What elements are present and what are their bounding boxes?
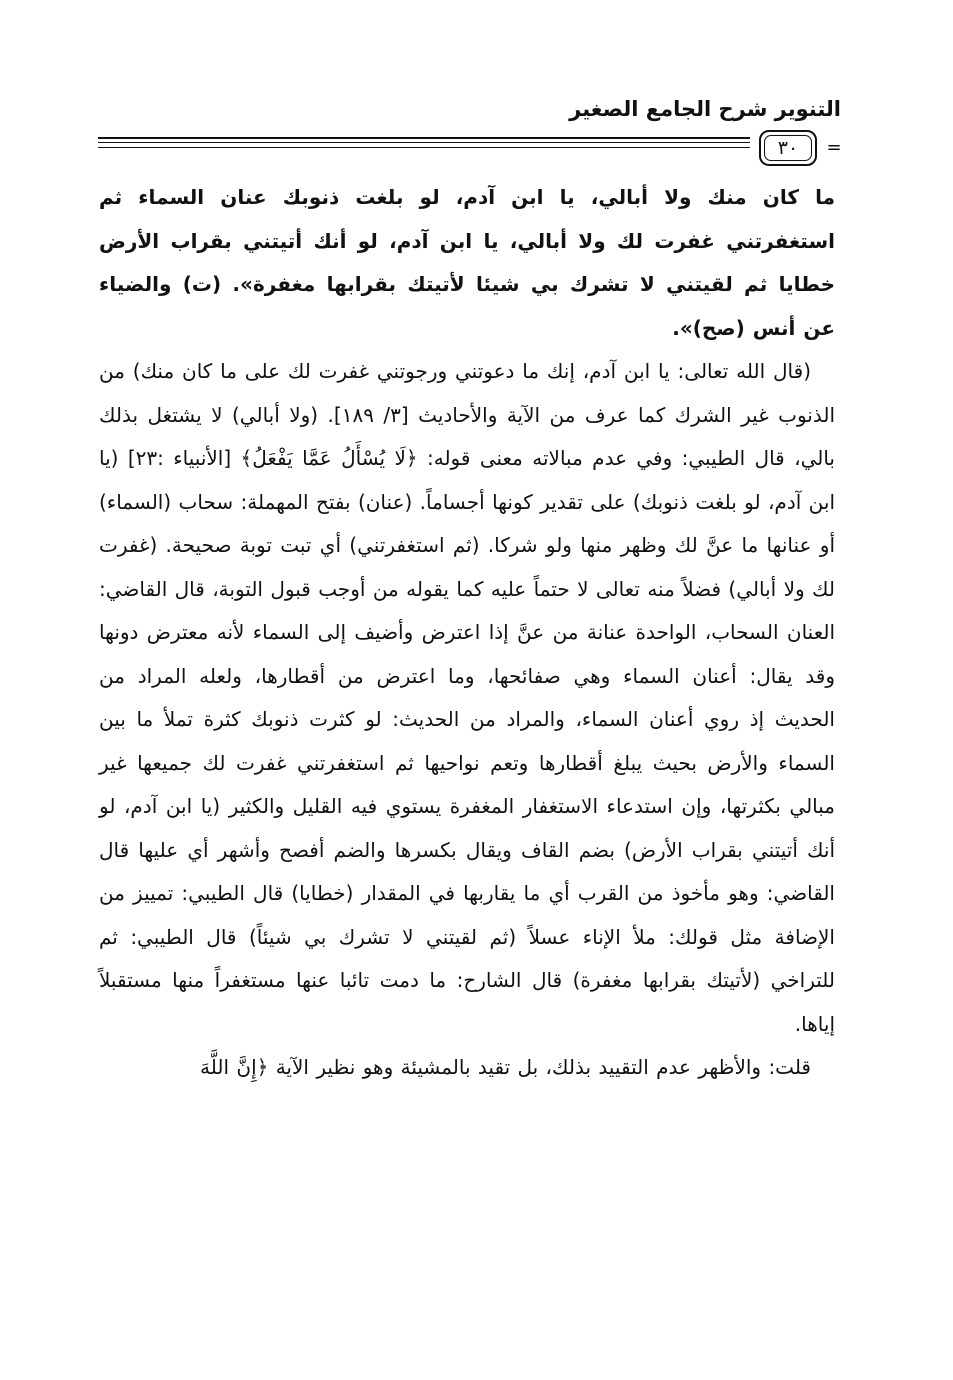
main-text-block	[99, 176, 835, 1090]
note-paragraph: قلت: والأظهر عدم التقييد بذلك، بل تقيد بالمشيئة وهو نظير الآية ﴿إِنَّ اللَّهَ	[200, 1055, 811, 1079]
page-number-frame	[759, 130, 817, 166]
header-rule-top	[98, 137, 750, 139]
header-rule-bottom	[98, 147, 750, 148]
running-header-title: التنوير شرح الجامع الصغير	[569, 97, 841, 121]
header-rule-middle	[98, 142, 750, 143]
page-number: ٣٠	[777, 137, 799, 159]
commentary-paragraph: (قال الله تعالى: يا ابن آدم، إنك ما دعوتني ورجوتني غفرت لك على ما كان منك) من الذنوب غير الشرك كما عرف من الآية والأحاديث [٣/ ١٨٩]. (ولا أبالي) لا يشتغل بذلك بالي، قال الطيبي: وفي عدم مبالاته معنى قوله: ﴿لَا يُسْأَلُ عَمَّا يَفْعَلُ﴾ [الأنبياء :٢٣] (يا ابن آدم، لو بلغت ذنوبك) على تقدير كونها أجساماً. (عنان) بفتح المهملة: سحاب (السماء) أو عنانها ما عنَّ لك وظهر منها ولو شركا. (ثم استغفرتني) أي تبت توبة صحيحة. (غفرت لك ولا أبالي) فضلاً منه تعالى لا حتماً عليه كما يقوله من أوجب قبول التوبة، قال القاضي: العنان السحاب، الواحدة عنانة من عنَّ إذا اعترض وأضيف إلى السماء لأنه معترض دونها وقد يقال: أعنان السماء وهي صفائحها، وما اعترض من أقطارها، ولعله المراد من الحديث إذ روي أعنان السماء، والمراد من الحديث: لو كثرت ذنوبك كثرة تملأ ما بين السماء والأرض بحيث يبلغ أقطارها وتعم نواحيها ثم استغفرتني غفرت لك جميعها غير مبالي بكثرتها، وإن استدعاء الاستغفار المغفرة يستوي فيه القليل والكثير (يا ابن آدم، لو أنك أتيتني بقراب الأرض) بضم القاف ويقال بكسرها والضم أفصح وأشهر أي عليها قال القاضي: وهو مأخوذ من القرب أي ما يقاربها في المقدار (خطايا) قال الطيبي: تمييز من الإضافة مثل قولك: ملأ الإناء عسلاً (ثم لقيتني لا تشرك بي شيئاً) قال الطيبي: ثم للتراخي (لأتيتك بقرابها مغفرة) قال الشارح: ما دمت تائبا عنها مستغفراً منها مستقبلاً إياها.	[99, 359, 836, 1036]
header-ornament: =	[826, 137, 842, 158]
hadith-ending-paragraph: ما كان منك ولا أبالي، يا ابن آدم، لو بلغت ذنوبك عنان السماء ثم استغفرتني غفرت لك ولا أبالي، يا ابن آدم، لو أنك أتيتني بقراب الأرض خطايا ثم لقيتني لا تشرك بي شيئا لأتيتك بقرابها مغفرة». (ت) والضياء عن أنس (صح)».	[99, 185, 835, 340]
